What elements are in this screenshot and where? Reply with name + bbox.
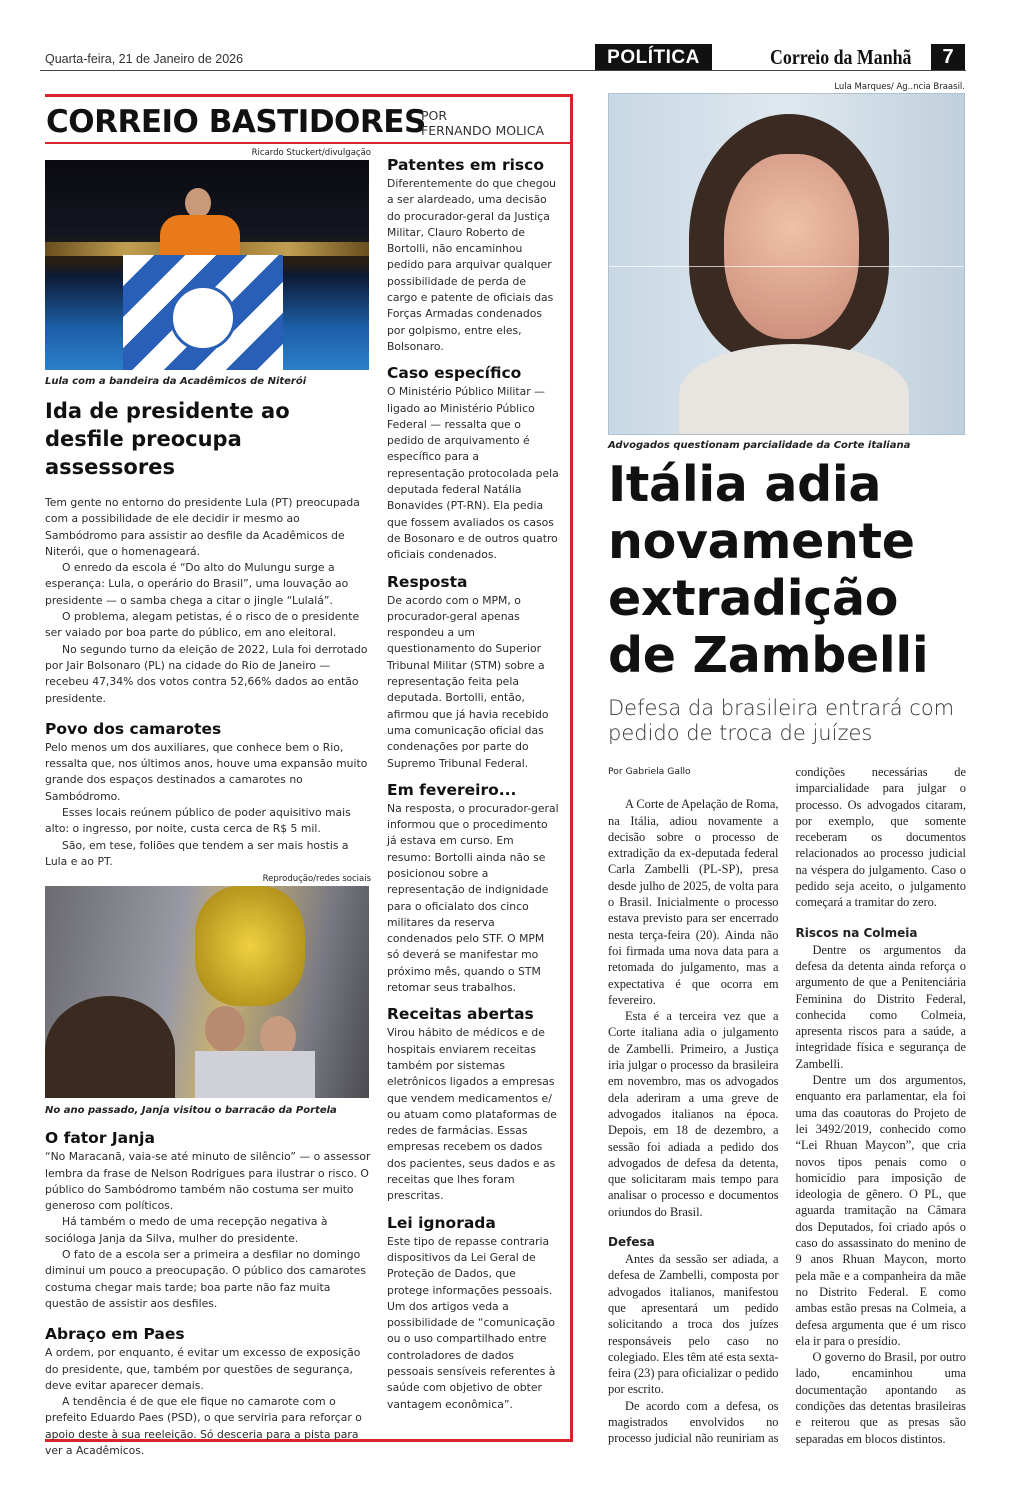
column-byline — [421, 108, 544, 138]
paragraph: O governo do Brasil, por outro lado, encaminhou uma documentação apontando as condições das detentas brasileiras e reiterou que as presas são separadas em blocos distintos. — [795, 1350, 966, 1446]
paragraph: A ordem, por enquanto, é evitar um excesso de exposição do presidente, que, também por questões de segurança, deve evitar aparecer demais. — [45, 1346, 361, 1392]
paragraph: São, em tese, foliões que tendem a ser mais hostis a Lula e ao PT. — [45, 838, 349, 868]
photo-zambelli-video — [608, 93, 965, 435]
note-heading: Patentes em risco — [387, 156, 544, 174]
section-heading: Defesa — [608, 1235, 655, 1250]
note-heading: Lei ignorada — [387, 1213, 496, 1232]
paragraph: O problema, alegam petistas, é o risco de o presidente ser vaiado por boa parte do público, em ano eleitoral. — [45, 610, 360, 640]
paragraph: Tem gente no entorno do presidente Lula (PT) preocupada com a possibilidade de ele decidir ir mesmo ao Sambódromo para assistir ao desfile da Acadêmicos de Niterói, que o homenageará. — [45, 496, 360, 558]
note-heading: Resposta — [387, 572, 468, 591]
paragraph: Dentre um dos argumentos, enquanto era parlamentar, ela foi uma das coautoras do Projeto de lei 3492/2019, conhecido como “Lei Rhuan Maycon”, que cria novos tipos penais como o homicídio para imposição de ideologia de gênero. O PL, que aguarda tramitação na Câmara dos Deputados, foi criado após o caso do assassinato do menino de 9 anos Rhuan Maycon, morto pela mãe e a companheira da mãe no Distrito Federal. E como ambas estão presas na Colmeia, a defesa argumenta que é um risco ela ir para o presídio. — [795, 1073, 966, 1348]
article-subtitle: Defesa da brasileira entrará com pedido de troca de juízes — [608, 696, 955, 745]
note — [387, 1005, 559, 1204]
byline-prefix: POR — [421, 108, 448, 123]
photo-credit: Ricardo Stuckert/divulgação — [251, 148, 371, 158]
page-number: 7 — [931, 44, 965, 70]
article-byline: Por Gabriela Gallo — [608, 766, 691, 777]
photo-caption: No ano passado, Janja visitou o barracão da Portela — [45, 1105, 337, 1117]
paragraph: A Corte de Apelação de Roma, na Itália, adiou novamente a decisão sobre o processo de extradição da ex-deputada federal Carla Zambelli (PL-SP), presa desde julho de 2025, de volta para o Brasil. Inicialmente o processo estava previsto para ser encerrado nesta terça-feira (20). Ainda não foi firmada uma nova data para a retomada do julgamento, mas a expectativa é que ocorra em fevereiro. — [608, 797, 779, 1007]
note — [387, 364, 559, 563]
note — [387, 1214, 559, 1413]
photo-caption: Lula com a bandeira da Acadêmicos de Niterói — [45, 376, 307, 387]
column-main — [45, 148, 371, 1459]
note-heading: Em fevereiro... — [387, 780, 517, 799]
paragraph: Esta é a terceira vez que a Corte italiana adia o julgamento de Zambelli. Primeiro, a Justiça iria julgar o processo da brasileira em novembro, mas os advogados dela aderiram a uma greve de advogados italianos na época. Depois, em 18 de dezembro, a sessão foi adiada a pedido dos advogados de defesa da detenta, que solicitaram mais tempo para analisar o processo e documentos oriundos do Brasil. — [608, 1009, 779, 1219]
article-body — [608, 764, 966, 1454]
newspaper-logo: Correio da Manhã — [770, 45, 912, 69]
column-title: CORREIO BASTIDORES — [46, 104, 426, 140]
note-text: Diferentemente do que chegou a ser alardeado, uma decisão do procurador-geral da Justiça Militar, Clauro Roberto de Bortolli, não encaminhou pedido para arquivar qualquer possibilidade de perda de cargo e patente de oficiais das Forças Armadas condenados por golpismo, entre eles, Bolsonaro. — [387, 177, 557, 353]
section-label: POLÍTICA — [595, 44, 712, 70]
paragraph: De acordo com a defesa, os magistrados envolvidos no processo judicial não reuniriam as condições necessárias de imparcialidade para julgar o processo. Os advogados citaram, por exemplo, que somente receberam os documentos relacionados ao processo judicial na véspera do julgamento. Caso o pedido seja aceito, o julgamento começará a tramitar do zero. — [608, 765, 966, 1446]
header-divider — [40, 70, 966, 71]
title-divider — [45, 142, 570, 144]
note-heading: Receitas abertas — [387, 1005, 534, 1024]
edition-date: Quarta-feira, 21 de Janeiro de 2026 — [45, 52, 244, 66]
note-heading: Caso específico — [387, 364, 522, 383]
note-text: Este tipo de repasse contraria dispositivos da Lei Geral de Proteção de Dados, que protege informações pessoais. Um dos artigos veda a possibilidade de “comunicação ou o uso compartilhado entre controladores de dados pessoais sensíveis referentes à saúde com objetivo de obter vantagem econômica”. — [387, 1234, 556, 1411]
photo-caption: Advogados questionam parcialidade da Corte italiana — [608, 440, 911, 451]
section-heading: Riscos na Colmeia — [795, 925, 918, 940]
note-text: Virou hábito de médicos e de hospitais enviarem receitas também por sistemas eletrônicos ligados a empresas que vendem medicamentos e/ ou atuam como plataformas de redes de farmácias. Essas empresas recebem os dados dos pacientes, seus dados e as receitas que lhes foram prescritas. — [387, 1026, 557, 1203]
section-heading: O fator Janja — [45, 1129, 155, 1148]
photo-lula-flag — [45, 160, 369, 370]
column-headline: Ida de presidente ao desfile preocupa assessores — [45, 399, 290, 479]
paragraph: A tendência é de que ele fique no camarote com o prefeito Eduardo Paes (PSD), o que serviria para reforçar o apoio deste à sua reeleição. Só desceria para a pista para ver a Acadêmicos. — [45, 1395, 362, 1457]
photo-credit: Reprodução/redes sociais — [262, 874, 371, 885]
note — [387, 156, 559, 355]
article-headline: Itália adia novamente extradição de Zambelli — [608, 456, 929, 684]
column-side-notes — [387, 156, 559, 1422]
paragraph: Dentre os argumentos da defesa da detenta ainda reforça o argumento de que a Penitenciária Feminina do Distrito Federal, conhecida como Colmeia, apresenta riscos para a saúde, a integridade física e segurança de Zambelli. — [795, 942, 966, 1071]
note-text: De acordo com o MPM, o procurador-geral apenas respondeu a um questionamento do Superior Tribunal Militar (STM) sobre a representação feita pela deputada. Bortolli, então, afirmou que já havia recebido uma comunicação oficial das condenações por parte do Supremo Tribunal Federal. — [387, 593, 549, 770]
paragraph: Antes da sessão ser adiada, a defesa de Zambelli, composta por advogados italianos, manifestou que apresentará um pedido solicitando a troca dos juízes responsáveis pelo caso no colegiado. Eles têm até esta sexta-feira (23) para oficializar o pedido por escrito. — [608, 1252, 779, 1397]
note-text: O Ministério Público Militar — ligado ao Ministério Público Federal — ressalta que o pedido de arquivamento é específico para a representação protocolada pela deputada federal Natália Bonavides (PT-RN). Ela pedia que fossem avaliados os casos de Bosonaro e de outros quatro oficiais condenados. — [387, 385, 559, 562]
paragraph: Pelo menos um dos auxiliares, que conhece bem o Rio, ressalta que, nos últimos anos, houve uma expansão muito grande dos espaços destinados a camarotes no Sambódromo. — [45, 740, 368, 803]
note — [387, 781, 559, 997]
paragraph: O enredo da escola é “Do alto do Mulungu surge a esperança: Lula, o operário do Brasil”, uma louvação ao presidente — o samba chega a citar o jingle “Lulalá”. — [45, 561, 349, 607]
section-heading: Abraço em Paes — [45, 1325, 185, 1344]
note — [387, 573, 559, 772]
paragraph: O fato de a escola ser a primeira a desfilar no domingo diminui um pouco a preocupação. O público dos camarotes costuma chegar mais tarde; boa parte não faz muita questão de assistir aos desfiles. — [45, 1248, 366, 1310]
paragraph: No segundo turno da eleição de 2022, Lula foi derrotado por Jair Bolsonaro (PL) na cidade do Rio de Janeiro — recebeu 47,34% dos votos contra 52,66% dados ao então presidente. — [45, 642, 368, 705]
paragraph: Esses locais reúnem público de poder aquisitivo mais alto: o ingresso, por noite, custa cerca de R$ 5 mil. — [45, 806, 351, 836]
note-text: Na resposta, o procurador-geral informou que o procedimento já estava em curso. Em resumo: Bortolli ainda não se posicionou sobre a representação de indignidade para o oficialato dos cinco militares da reserva condenados pelo STF. O MPM só deverá se manifestar mo próximo mês, quando o STM retomar seus trabalhos. — [387, 801, 559, 995]
paragraph: Há também o medo de uma recepção negativa à socióloga Janja da Silva, mulher do presidente. — [45, 1215, 328, 1245]
section-heading: Povo dos camarotes — [45, 719, 222, 738]
byline-author: FERNANDO MOLICA — [421, 123, 545, 138]
photo-janja-barracao — [45, 886, 369, 1098]
photo-credit: Lula Marques/ Ag..ncia Braasil. — [834, 82, 965, 92]
paragraph: “No Maracanã, vaia-se até minuto de silêncio” — o assessor lembra da frase de Nelson Rodrigues para ilustrar o risco. O público do Sambódromo também não costuma ser muito generoso com políticos. — [45, 1150, 371, 1213]
